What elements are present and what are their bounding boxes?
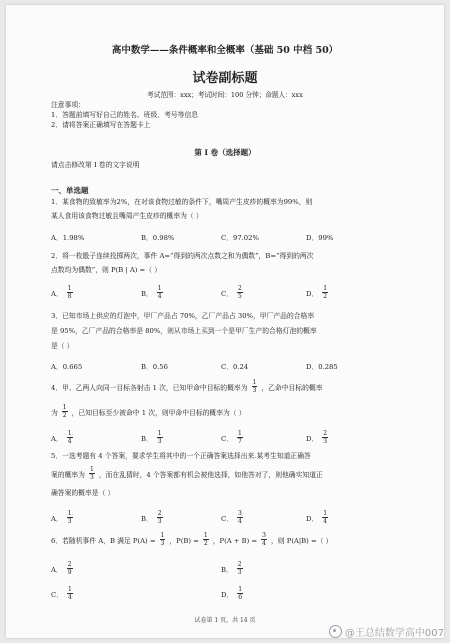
q6-fraction-2 [203,532,209,547]
fraction-denominator: 4 [323,518,328,525]
fraction-denominator: 7 [238,438,242,445]
fraction-denominator: 2 [203,540,208,547]
fraction-denominator: 3 [67,518,72,525]
fraction-numerator: 3 [238,510,242,517]
watermark [329,624,444,639]
q5-option-b [141,510,164,525]
q6-text-part: ，P(A + B) = [212,536,258,545]
q1-option-d: D．99% [306,234,334,242]
q5-fraction [89,466,95,481]
exam-page [6,5,444,638]
fraction-denominator: 4 [157,293,162,300]
q6-option-c-label: C． [51,590,63,599]
q5-option-d [306,510,329,525]
page-footer: 试卷第 1 页，共 14 页 [194,617,256,624]
q1-option-a: A．1.98% [51,234,85,242]
q5-option-c-label: C． [221,514,233,523]
fraction-denominator: 5 [238,293,242,300]
fraction-numerator: 2 [237,561,242,568]
fraction-numerator: 1 [67,430,72,437]
fraction-denominator: 3 [237,569,242,576]
q4-fraction-2 [62,404,68,419]
notice-2: 2．请将答案正确填写在答题卡上 [51,121,151,129]
q4-fraction-1 [252,379,258,394]
q2-line-1: 2．将一枚骰子连续投掷两次，事件 A=“得到的两次点数之和为偶数”，B=“得到的两次 [51,252,314,260]
document-subtitle: 试卷副标题 [192,71,258,86]
q2-option-c [221,285,244,300]
q6-line-1 [51,532,332,547]
fraction-denominator: 3 [89,474,94,481]
q6-option-c [51,586,74,601]
q2-option-a-fraction [67,285,73,300]
notice-title: 注意事项： [51,101,85,109]
q2-option-b-label: B． [141,289,153,298]
q4-option-c-label: C． [221,434,233,443]
fraction-numerator: 1 [67,510,72,517]
fraction-numerator: 1 [157,285,162,292]
q5-option-d-label: D． [306,514,319,523]
fraction-numerator: 1 [68,586,72,593]
fraction-numerator: 1 [323,285,328,292]
watermark-logo-icon [329,625,342,638]
q5-option-b-label: B． [141,514,153,523]
fraction-denominator: 2 [62,412,67,419]
volume-title: 第 I 卷（选择题） [194,148,256,157]
q2-option-d [306,285,329,300]
q4-option-c [221,430,244,445]
q5-option-d-fraction [322,510,328,525]
q6-option-c-fraction [67,586,73,601]
fraction-denominator: 4 [262,540,266,547]
q4-line-1 [51,379,323,394]
q4-text-part: 为 [51,408,58,417]
fraction-numerator: 1 [157,430,162,437]
fraction-denominator: 3 [323,438,328,445]
q5-option-a-fraction [67,510,73,525]
q1-option-b: B．0.98% [141,234,175,242]
fraction-denominator: 3 [157,438,162,445]
q6-text-part: ，则 P(A|B) =（ ） [271,536,333,545]
fraction-numerator: 1 [238,430,242,437]
q5-line-1: 5．一选考题有 4 个答案，要求学生将其中的一个正确答案选择出来.某考生知道正确答 [51,452,311,460]
fraction-numerator: 3 [262,532,266,539]
q2-option-c-label: C． [221,289,233,298]
q5-option-c [221,510,244,525]
fraction-numerator: 1 [323,510,328,517]
q4-option-b [141,430,164,445]
q4-option-a-fraction [67,430,73,445]
q2-option-c-fraction [237,285,243,300]
q3-option-b: B．0.56 [141,363,168,371]
fraction-numerator: 1 [62,404,67,411]
q6-text-part: 6．若随机事件 A，B 满足 P(A) = [51,536,156,545]
section-title: 一、单选题 [51,186,89,195]
q5-line-2 [51,466,323,481]
q4-option-d [306,430,329,445]
fraction-numerator: 1 [238,586,243,593]
fraction-numerator: 1 [203,532,208,539]
q2-option-d-fraction [322,285,328,300]
q4-line-2 [51,404,246,419]
q6-fraction-3 [261,532,267,547]
q6-option-b [221,561,244,576]
exam-info: 考试范围：xxx；考试时间：100 分钟；命题人：xxx [147,91,303,99]
q3-option-d: D．0.285 [306,363,338,371]
q6-fraction-1 [160,532,166,547]
q4-option-a [51,430,74,445]
fraction-denominator: 4 [67,438,72,445]
volume-note: 请点击修改第 I 卷的文字说明 [51,161,140,169]
q4-option-d-fraction [322,430,328,445]
fraction-denominator: 4 [68,594,72,601]
q4-text-part: ，已知目标至少被命中 1 次，则甲命中目标的概率为（ ） [71,408,246,417]
fraction-numerator: 1 [252,379,257,386]
q3-line-2: 是 95%，乙厂产品的合格率是 80%，则从市场上买到一个是甲厂生产的合格灯泡的概率 [51,327,317,335]
q6-option-d-fraction [237,586,243,601]
fraction-numerator: 2 [323,430,328,437]
notice-1: 1．答题前填写好自己的姓名、班级、考号等信息 [51,111,199,119]
q3-option-c: C．0.24 [221,363,249,371]
fraction-numerator: 2 [238,285,242,292]
fraction-numerator: 1 [89,466,94,473]
q5-text-part: 案的概率为 [51,470,85,479]
fraction-numerator: 2 [157,510,162,517]
q2-option-a-label: A． [51,289,63,298]
fraction-numerator: 1 [160,532,165,539]
q4-text-part: ，乙命中目标的概率 [261,383,323,392]
fraction-denominator: 3 [160,540,165,547]
q2-line-2: 点数均为偶数”，则 P(B | A) =（ ） [51,266,162,274]
q5-line-3: 确答案的概率是（ ） [51,489,115,497]
q4-option-d-label: D． [306,434,319,443]
q6-text-part: ，P(B) = [169,536,199,545]
fraction-numerator: 1 [67,285,72,292]
q6-option-d [221,586,244,601]
q3-option-a: A．0.665 [51,363,83,371]
fraction-denominator: 8 [67,293,72,300]
q3-line-1: 3．已知市场上供应的灯泡中，甲厂产品占 70%，乙厂产品占 30%，甲厂产品的合格率 [51,312,315,320]
watermark-text: @王总结数学高中007 [344,628,444,639]
q1-line-1: 1．某食物的致敏率为2%，在对该食物过敏的条件下，嘴周产生皮疹的概率为99%，则 [51,198,313,206]
fraction-numerator: 2 [67,561,72,568]
q6-option-b-label: B． [221,565,233,574]
q2-option-b [141,285,164,300]
q6-option-a [51,561,74,576]
q5-option-c-fraction [237,510,243,525]
q4-option-c-fraction [237,430,243,445]
q3-line-3: 是（ ） [51,342,74,350]
q4-text-part: 4．甲、乙两人向同一目标各射击 1 次，已知甲命中目标的概率为 [51,383,248,392]
q6-option-d-label: D． [221,590,234,599]
fraction-denominator: 2 [323,293,328,300]
fraction-denominator: 3 [157,518,162,525]
fraction-denominator: 3 [252,387,257,394]
fraction-denominator: 9 [67,569,72,576]
q2-option-a [51,285,74,300]
q5-option-a-label: A． [51,514,63,523]
fraction-denominator: 6 [238,594,243,601]
q6-option-b-fraction [237,561,243,576]
fraction-denominator: 4 [238,518,242,525]
q6-option-a-label: A． [51,565,63,574]
q4-option-a-label: A． [51,434,63,443]
q6-option-a-fraction [67,561,73,576]
q1-line-2: 某人食用该食物过敏且嘴周产生皮疹的概率为（ ） [51,212,203,220]
q1-option-c: C．97.02% [221,234,259,242]
q2-option-d-label: D． [306,289,319,298]
q4-option-b-fraction [157,430,163,445]
document-title: 高中数学——条件概率和全概率（基础 50 中档 50） [111,45,339,56]
q2-option-b-fraction [157,285,163,300]
q5-option-a [51,510,74,525]
q5-option-b-fraction [157,510,163,525]
q4-option-b-label: B． [141,434,153,443]
q5-text-part: ，而在乱猜时，4 个答案都有机会被他选择，如他答对了，则他确实知道正 [98,470,323,479]
